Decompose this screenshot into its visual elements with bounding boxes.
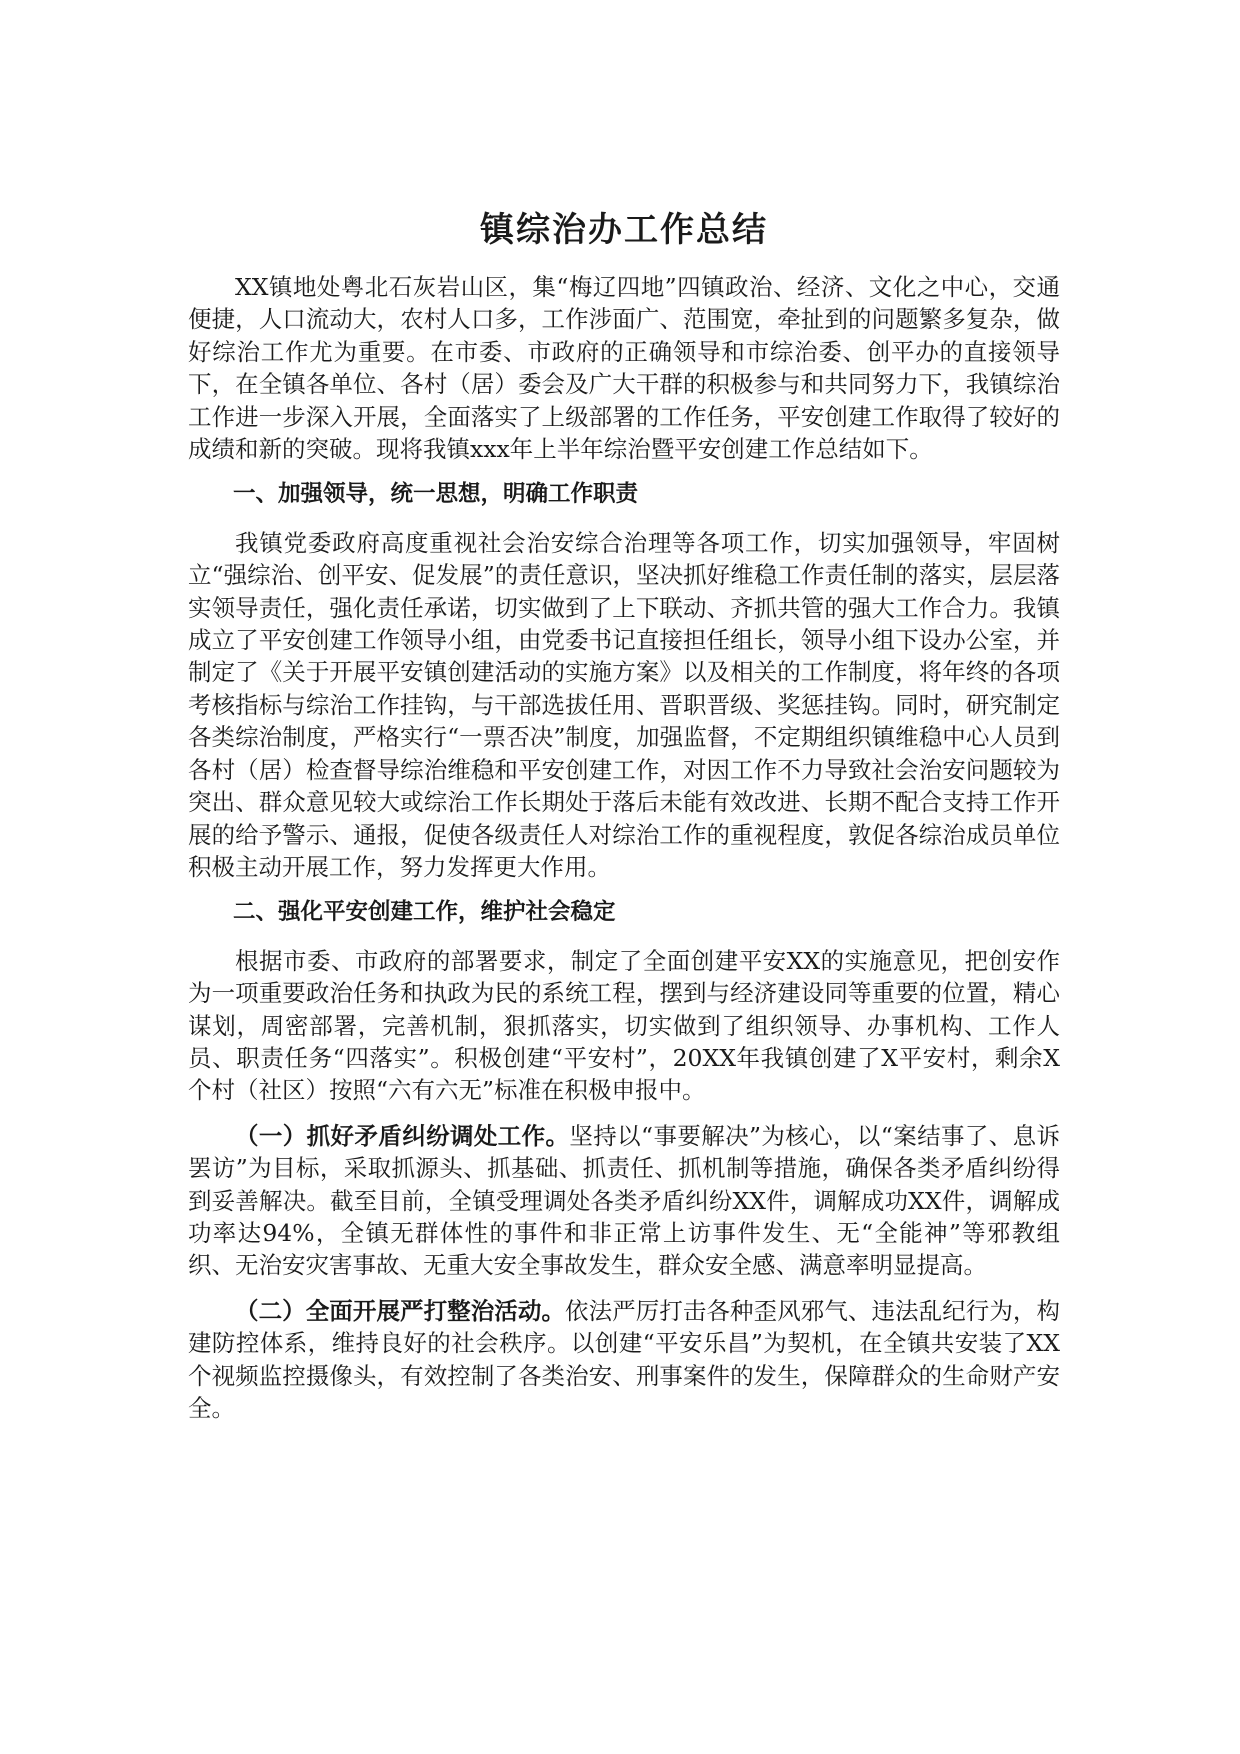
section-2-heading: 二、强化平安创建工作，维护社会稳定	[233, 899, 616, 926]
section-1-heading: 一、加强领导，统一思想，明确工作职责	[233, 481, 639, 508]
section-1-paragraph: 我镇党委政府高度重视社会治安综合治理等各项工作，切实加强领导，牢固树立“强综治、创平安、促发展”的责任意识，坚决抓好维稳工作责任制的落实，层层落实领导责任，强化责任承诺，切实做到了上下联动、齐抓共管的强大工作合力。我镇成立了平安创建工作领导小组，由党委书记直接担任组长，领导小组下设办公室，并制定了《关于开展平安镇创建活动的实施方案》以及相关的工作制度，将年终的各项考核指标与综治工作挂钩，与干部选拔任用、晋职晋级、奖惩挂钩。同时，研究制定各类综治制度，严格实行“一票否决”制度，加强监督，不定期组织镇维稳中心人员到各村（居）检查督导综治维稳和平安创建工作，对因工作不力导致社会治安问题较为突出、群众意见较大或综治工作长期处于落后未能有效改进、长期不配合支持工作开展的给予警示、通报，促使各级责任人对综治工作的重视程度，敦促各综治成员单位积极主动开展工作，努力发挥更大作用。	[188, 528, 1060, 881]
document-page	[188, 205, 1060, 1437]
subsection-1-body: 坚持以“事要解决”为核心，以“案结事了、息诉罢访”为目标，采取抓源头、抓基础、抓责任、抓机制等措施，确保各类矛盾纠纷得到妥善解决。截至目前，全镇受理调处各类矛盾纠纷XX件，调解成功XX件，调解成功率达94%，全镇无群体性的事件和非正常上访事件发生、无“全能神”等邪教组织、无治安灾害事故、无重大安全事故发生，群众安全感、满意率明显提高。	[188, 1121, 1061, 1280]
intro-paragraph: XX镇地处粤北石灰岩山区，集“梅辽四地”四镇政治、经济、文化之中心，交通便捷，人口流动大，农村人口多，工作涉面广、范围宽，牵扯到的问题繁多复杂，做好综治工作尤为重要。在市委、市政府的正确领导和市综治委、创平办的直接领导下，在全镇各单位、各村（居）委会及广大干群的积极参与和共同努力下，我镇综治工作进一步深入开展，全面落实了上级部署的工作任务，平安创建工作取得了较好的成绩和新的突破。现将我镇xxx年上半年综治暨平安创建工作总结如下。	[188, 273, 1060, 464]
section-2-paragraph: 根据市委、市政府的部署要求，制定了全面创建平安XX的实施意见，把创安作为一项重要政治任务和执政为民的系统工程，摆到与经济建设同等重要的位置，精心谋划，周密部署，完善机制，狠抓落实，切实做到了组织领导、办事机构、工作人员、职责任务“四落实”。积极创建“平安村”，20XX年我镇创建了X平安村，剩余X个村（社区）按照“六有六无”标准在积极申报中。	[188, 946, 1060, 1105]
document-title: 镇综治办工作总结	[480, 210, 768, 250]
subsection-2-lead: （二）全面开展严打整治活动。	[235, 1296, 566, 1325]
subsection-1-paragraph	[188, 1120, 1060, 1282]
subsection-2-body: 依法严厉打击各种歪风邪气、违法乱纪行为，构建防控体系，维持良好的社会秩序。以创建“平安乐昌”为契机，在全镇共安装了XX个视频监控摄像头，有效控制了各类治安、刑事案件的发生，保障群众的生命财产安全。	[188, 1296, 1061, 1422]
subsection-2-paragraph	[188, 1295, 1060, 1425]
subsection-1-lead: （一）抓好矛盾纠纷调处工作。	[235, 1121, 570, 1150]
